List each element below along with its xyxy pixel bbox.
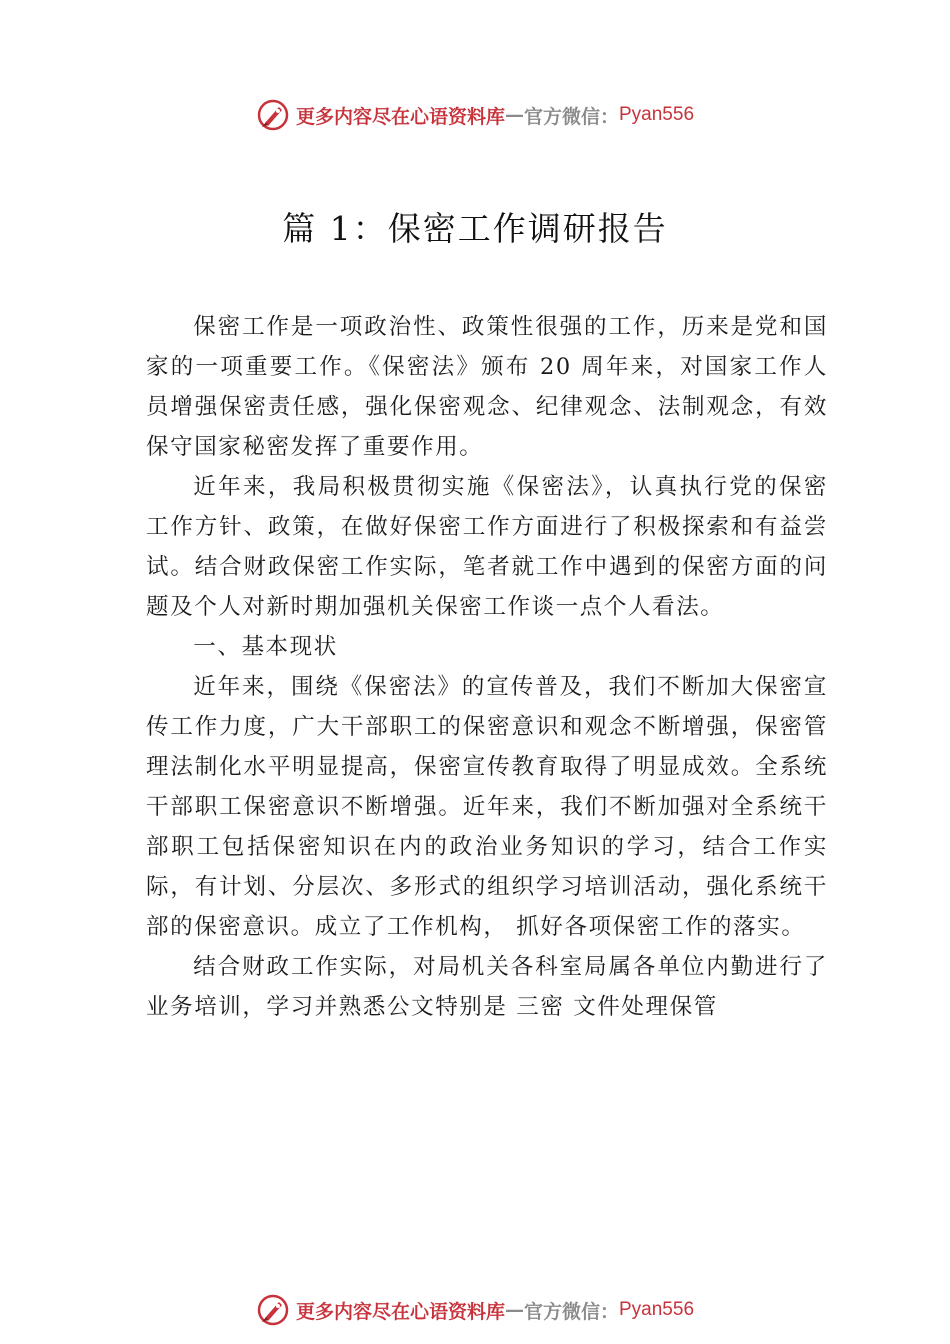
document-body xyxy=(146,307,828,1027)
body-paragraph: 近年来，围绕《保密法》的宣传普及，我们不断加大保密宣传工作力度，广大干部职工的保密意识和观念不断增强，保密管理法制化水平明显提高，保密宣传教育取得了明显成效。全系统干部职工保密意识不断增强。近年来，我们不断加强对全系统干部职工包括保密知识在内的政治业务知识的学习，结合工作实际，有计划、分层次、多形式的组织学习培训活动，强化系统干部的保密意识。成立了工作机构， 抓好各项保密工作的落实。 xyxy=(146,674,828,940)
document-title: 篇 1：保密工作调研报告 xyxy=(282,209,668,248)
banner-wechat-id: Pyan556 xyxy=(619,104,695,125)
banner-main-text: 更多内容尽在心语资料库 xyxy=(295,1300,505,1323)
banner-main-text: 更多内容尽在心语资料库 xyxy=(295,105,505,128)
pen-nib-logo-icon xyxy=(256,98,290,132)
banner-dash: — xyxy=(504,104,524,126)
footer-banner xyxy=(0,1290,950,1330)
banner-wechat-label: 官方微信： xyxy=(523,1300,619,1323)
body-paragraph: 近年来，我局积极贯彻实施《保密法》，认真执行党的保密工作方针、政策，在做好保密工作方面进行了积极探索和有益尝试。结合财政保密工作实际，笔者就工作中遇到的保密方面的问题及个人对新时期加强机关保密工作谈一点个人看法。 xyxy=(146,474,828,620)
body-paragraph: 结合财政工作实际，对局机关各科室局属各单位内勤进行了业务培训，学习并熟悉公文特别是 三密 文件处理保管 xyxy=(146,954,828,1020)
header-banner xyxy=(0,95,950,135)
section-heading: 一、基本现状 xyxy=(193,634,338,660)
body-paragraph: 保密工作是一项政治性、政策性很强的工作，历来是党和国家的一项重要工作。《保密法》颁布 20 周年来，对国家工作人员增强保密责任感，强化保密观念、纪律观念、法制观念，有效保守国家秘密发挥了重要作用。 xyxy=(146,314,828,460)
banner-wechat-id: Pyan556 xyxy=(619,1299,695,1320)
banner-wechat-label: 官方微信： xyxy=(523,105,619,128)
banner-dash: — xyxy=(504,1299,524,1321)
pen-nib-logo-icon xyxy=(256,1293,290,1327)
